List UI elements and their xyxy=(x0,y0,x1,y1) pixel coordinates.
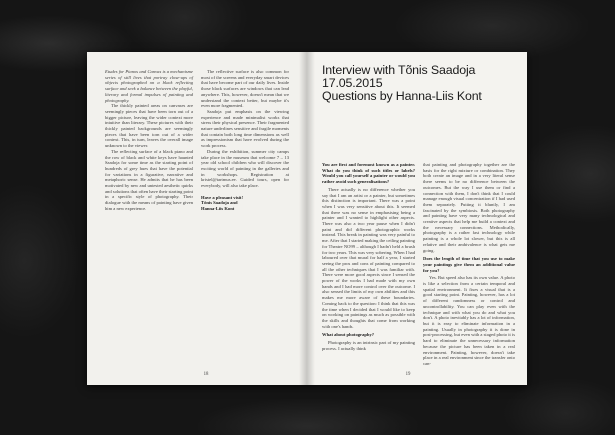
page-number-left: 18 xyxy=(203,372,209,377)
signoff-line: Have a pleasant visit! xyxy=(201,194,243,200)
left-page-column-1 xyxy=(105,69,193,212)
interview-answer: There actually is no difference whether you say that I am an artist or a painter, but sometimes this distinction is important. There was a point when I was very sensitive about this. It seemed that there was no sense in emphasising being a painter and I wanted to highlight other aspects. There was also a two year pause when I didn't paint and did different photographic works instead. This break in painting was very painful to me. After that I started making the ceiling painting for Theatre NO99 – although I hadn't held a brush for two years. This was very sobering. When I had laboured over that mural for half a year, I started seeing the pros and cons of painting compared to all the other techniques that I was familiar with. There were more good aspects since I sensed the power of the works I had made with my own hands and I had more control over the outcome. I also sensed the limits of my own abilities and this makes me more aware of these boundaries. Coming back to the question: I think that this was the time when I decided that I would like to keep on working on paintings as much as possible with the skills and thoughts that come from working with one's hands. xyxy=(322,186,415,329)
signoff-line: Tõnis Saadoja and xyxy=(201,200,238,206)
interview-title xyxy=(322,64,512,103)
interview-answer: Photography is an intrinsic part of my painting process. I actually think xyxy=(322,340,415,351)
body-paragraph: During the exhibition, summer city camps take place in the museum that welcome 7 – 13 year old school children who will discover the exciting world of painting in the galleries and in workshops. Registration at kristel@tartmus.ee. Guided tours, open for everybody, will also take place. xyxy=(201,148,289,189)
body-paragraph: Saadoja put emphasis on the viewing experience and made minimalist works that stress their physical presence. Their fragmented nature underlines sensitive and fragile moments that contain both long time dimensions as well as impressionism that have evolved during the work process. xyxy=(201,108,289,149)
interview-answer: that painting and photography together are the basis for the right mixture or combination. They both create an image and in a very literal sense there seems to be no difference between the outcomes. But the way I use them or find a connection with them, I don't think that I could manage enough visual concentration if I had used them separately. Putting it bluntly, I am fascinated by the symbiosis. Both photography and painting have very many technological and creative aspects that help me build a context and the necessary connections. Methodically, photography is a rather fast technology while painting is a whole lot slower, but this is all relative and their ambivalence is what gets me going. xyxy=(423,162,515,253)
body-paragraph: The thickly painted areas on canvases are seemingly pieces that have been torn out of a bigger picture, leaving the wider context more intuitive than literary. These pictures with their thickly painted backgrounds are seemingly pieces that have been torn out of a wider context. This, in turn, leaves the overall image unknown to the viewer. xyxy=(105,103,193,149)
title-byline: Questions by Hanna-Liis Kont xyxy=(322,89,482,103)
signoff-line: Hanna-Liis Kont xyxy=(201,206,235,212)
title-line: Interview with Tõnis Saadoja xyxy=(322,63,476,77)
page-number-right: 19 xyxy=(405,372,411,377)
right-page-column-2 xyxy=(423,162,515,367)
right-page-column-1 xyxy=(322,162,415,352)
right-page xyxy=(307,52,527,385)
interview-question: Does the length of time that you use to make your paintings give them an additional value for you? xyxy=(423,256,515,273)
left-page xyxy=(87,52,307,385)
body-paragraph: The reflecting surface of a black piano and the row of black and white keys have haunted Saadoja for some time as the starting point of hundreds of grey hues that have the potential for variations in a figurative, narrative and metaphoric sense. He admits that he has been motivated by new and untested aesthetic quirks and solutions that often have their starting point in a specific style of photography. Their dialogue with the means of painting have given him a new experience. xyxy=(105,148,193,211)
left-page-column-2 xyxy=(201,69,289,212)
signoff xyxy=(201,195,289,212)
intro-italic-paragraph: Etudes for Pianos and Canvas is a mechanisme series of still lives that portray close-ups of objects photographed on a black reflecting surface and seek a balance between the playful, literary and formal impulses of painting and photography. xyxy=(105,69,193,103)
magazine-spread xyxy=(87,52,527,385)
body-paragraph: The reflective surface is also common for most of the screens and everyday smart devices that have become part of our daily lives. Inside those black surfaces are windows that can lead anywhere. This, however, doesn't mean that we understand the context better, but maybe it's even more fragmented. xyxy=(201,69,289,109)
interview-answer: Yes. But speed also has its own value. A photo is like a selection from a certain temporal and spatial environment. It fixes a visual that is a good starting point. Painting, however, has a lot of different randomness or control and uncontrollability. You can play even with the technique and with what you do and what you don't. A photo inevitably has a lot of information, but it is easy to eliminate information in a painting. Usually in photography it is done in post-processing, but even with a staged photo it is hard to eliminate the unnecessary information because the picture has been taken in a real environment. Painting, however, doesn't take place in a real environment since the transfer onto can- xyxy=(423,275,515,366)
title-date: 17.05.2015 xyxy=(322,76,383,90)
interview-question: You are first and foremost known as a painter. What do you think of such titles or labels? Would you call yourself a painter or would you rather avoid such generalisations? xyxy=(322,162,415,185)
interview-question: What about photography? xyxy=(322,332,375,338)
